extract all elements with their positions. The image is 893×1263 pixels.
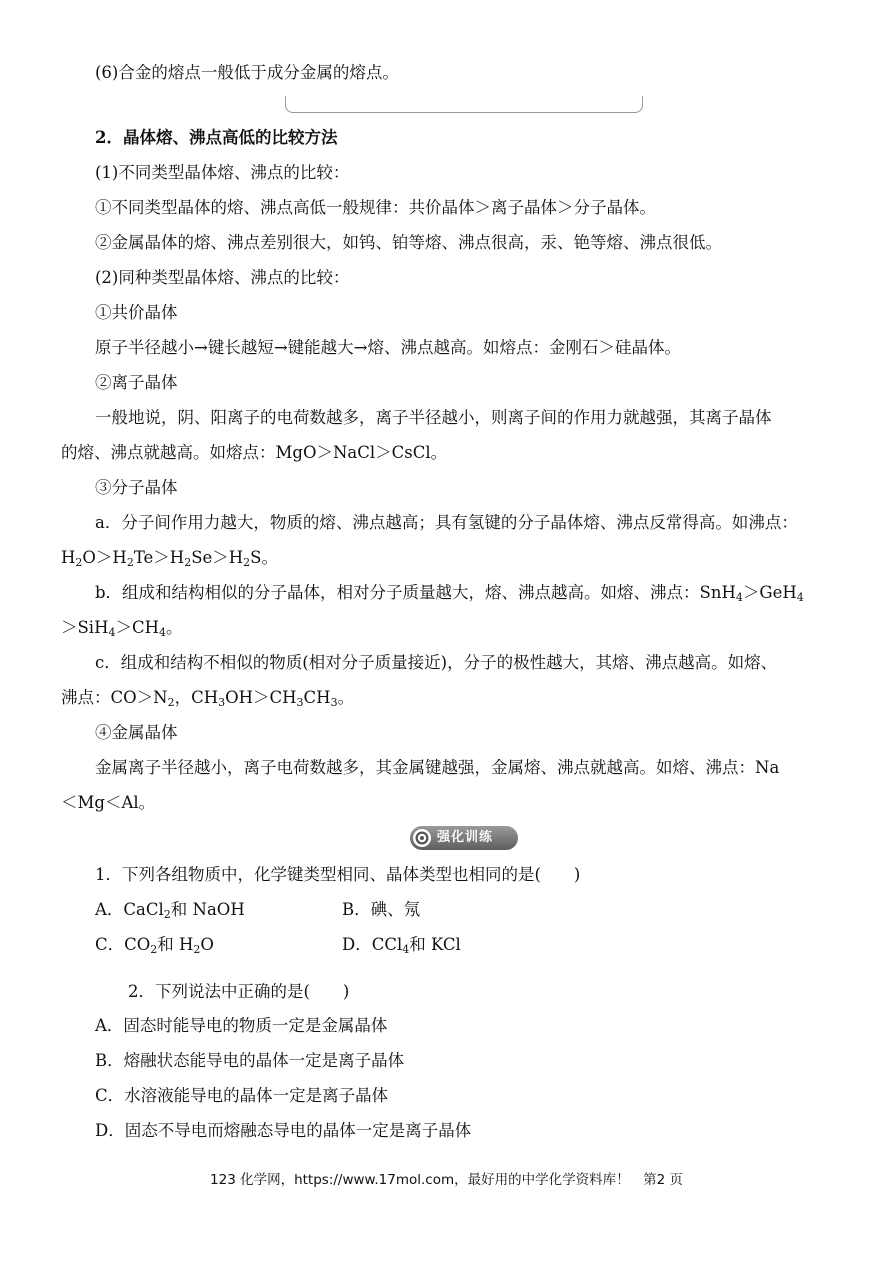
question-1-option-b: B．碘、氖 [342,900,421,919]
practice-banner [410,826,518,850]
question-2-option-c: C．水溶液能导电的晶体一定是离子晶体 [95,1086,389,1105]
paragraph: ＜Mg＜Al。 [61,793,156,812]
paragraph: 沸点：$CO>N_2$，$CH_3OH>CH_3CH_3$。 [61,688,355,709]
question-2-option-b: B．熔融状态能导电的晶体一定是离子晶体 [95,1051,405,1070]
section-heading: 2．晶体熔、沸点高低的比较方法 [95,128,338,147]
subheading-1: (1)不同类型晶体熔、沸点的比较： [95,163,350,182]
target-icon [412,828,432,848]
paragraph: a．分子间作用力越大，物质的熔、沸点越高；具有氢键的分子晶体熔、沸点反常得高。如沸点： [95,513,798,532]
question-1-option-a: A．CaCl$_2$和 NaOH [95,900,245,921]
question-1-option-c: C．$CO_2$和 $H_2O$ [95,935,214,956]
paragraph: b．组成和结构相似的分子晶体，相对分子质量越大，熔、沸点越高。如熔、沸点：SnH$_4$＞GeH$_4$ [95,583,804,604]
paragraph: 一般地说，阴、阳离子的电荷数越多，离子半径越小，则离子间的作用力就越强，其离子晶体 [95,408,772,427]
banner-label: 强化训练 [437,830,494,845]
paragraph: 金属离子半径越小，离子电荷数越多，其金属键越强，金属熔、沸点就越高。如熔、沸点：Na [95,758,780,777]
question-2-option-d: D．固态不导电而熔融态导电的晶体一定是离子晶体 [95,1121,472,1140]
subheading-2: (2)同种类型晶体熔、沸点的比较： [95,268,350,287]
paragraph: 原子半径越小→键长越短→键能越大→熔、沸点越高。如熔点：金刚石＞硅晶体。 [95,338,681,357]
paragraph: ①不同类型晶体的熔、沸点高低一般规律：共价晶体＞离子晶体＞分子晶体。 [95,198,656,217]
item-heading: ①共价晶体 [95,303,178,322]
box-frame-bottom [285,96,643,113]
item-heading: ④金属晶体 [95,723,178,742]
question-1-option-d: D．CCl$_4$和 KCl [342,935,461,956]
paragraph: ②金属晶体的熔、沸点差别很大，如钨、铂等熔、沸点很高，汞、铯等熔、沸点很低。 [95,233,722,252]
paragraph: c．组成和结构不相似的物质(相对分子质量接近)，分子的极性越大，其熔、沸点越高。如熔、 [95,653,778,672]
page-footer: 123 化学网，https://www.17mol.com，最好用的中学化学资料库！ 第2 页 [210,1172,683,1188]
rule-6: (6)合金的熔点一般低于成分金属的熔点。 [95,63,399,82]
question-2-stem: 2．下列说法中正确的是( ) [128,982,350,1001]
item-heading: ③分子晶体 [95,478,178,497]
question-1-stem: 1．下列各组物质中，化学键类型相同、晶体类型也相同的是( ) [95,865,581,884]
item-heading: ②离子晶体 [95,373,178,392]
paragraph: 的熔、沸点就越高。如熔点：MgO＞NaCl＞CsCl。 [61,443,448,462]
paragraph: $H_2O>H_2Te>H_2Se>H_2S$。 [61,548,278,569]
paragraph: $>SiH_4>CH_4$。 [61,618,183,639]
question-2-option-a: A．固态时能导电的物质一定是金属晶体 [95,1016,388,1035]
